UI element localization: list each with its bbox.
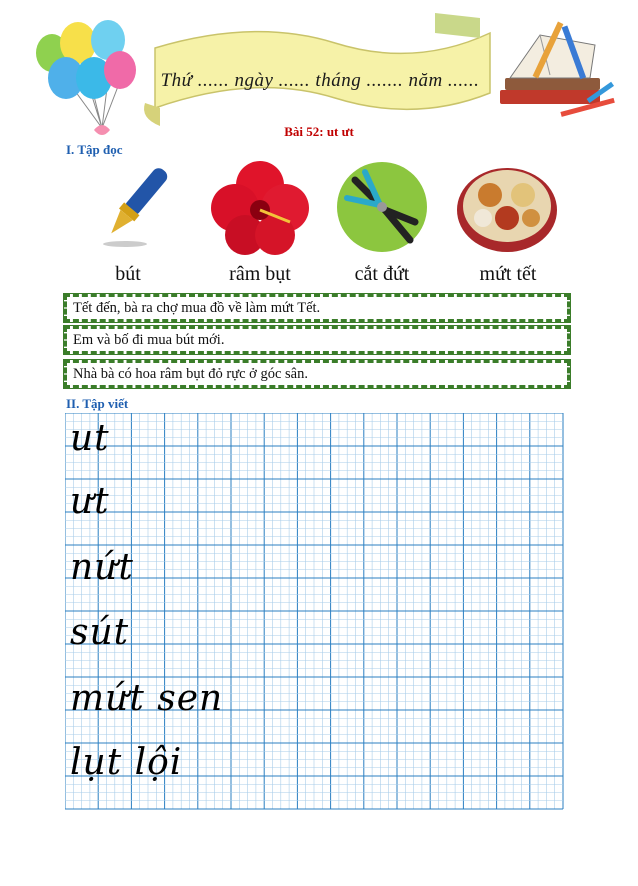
fountain-pen-icon [95,160,175,250]
practice-word: ut [70,418,110,459]
pliers-icon [335,160,430,255]
section-heading-reading: I. Tập đọc [66,142,123,157]
lesson-title: Bài 52: ut ưt [284,124,354,139]
date-line: Thứ ...... ngày ...... tháng ....... năm ...... [160,70,480,91]
reading-sentence: Em và bố đi mua bút mới. [64,326,570,354]
practice-word: sút [70,612,130,653]
picture-word: cắt đứt [354,263,410,285]
practice-word: ưt [70,481,110,522]
practice-word: lụt lội [70,742,183,783]
picture-word: bút [115,263,141,285]
red-hibiscus-flower-icon [210,160,310,255]
reading-sentence: Nhà bà có hoa râm bụt đỏ rực ở góc sân. [64,360,570,388]
candied-fruit-tray-icon [455,160,560,255]
section-heading-writing: II. Tập viết [66,396,129,411]
picture-word: mứt tết [479,263,537,285]
picture-word: râm bụt [229,263,291,285]
practice-word: mứt sen [70,678,224,719]
reading-sentence: Tết đến, bà ra chợ mua đồ về làm mứt Tết. [64,294,570,322]
books-pencils-icon [490,20,620,130]
practice-word: nứt [70,547,134,588]
